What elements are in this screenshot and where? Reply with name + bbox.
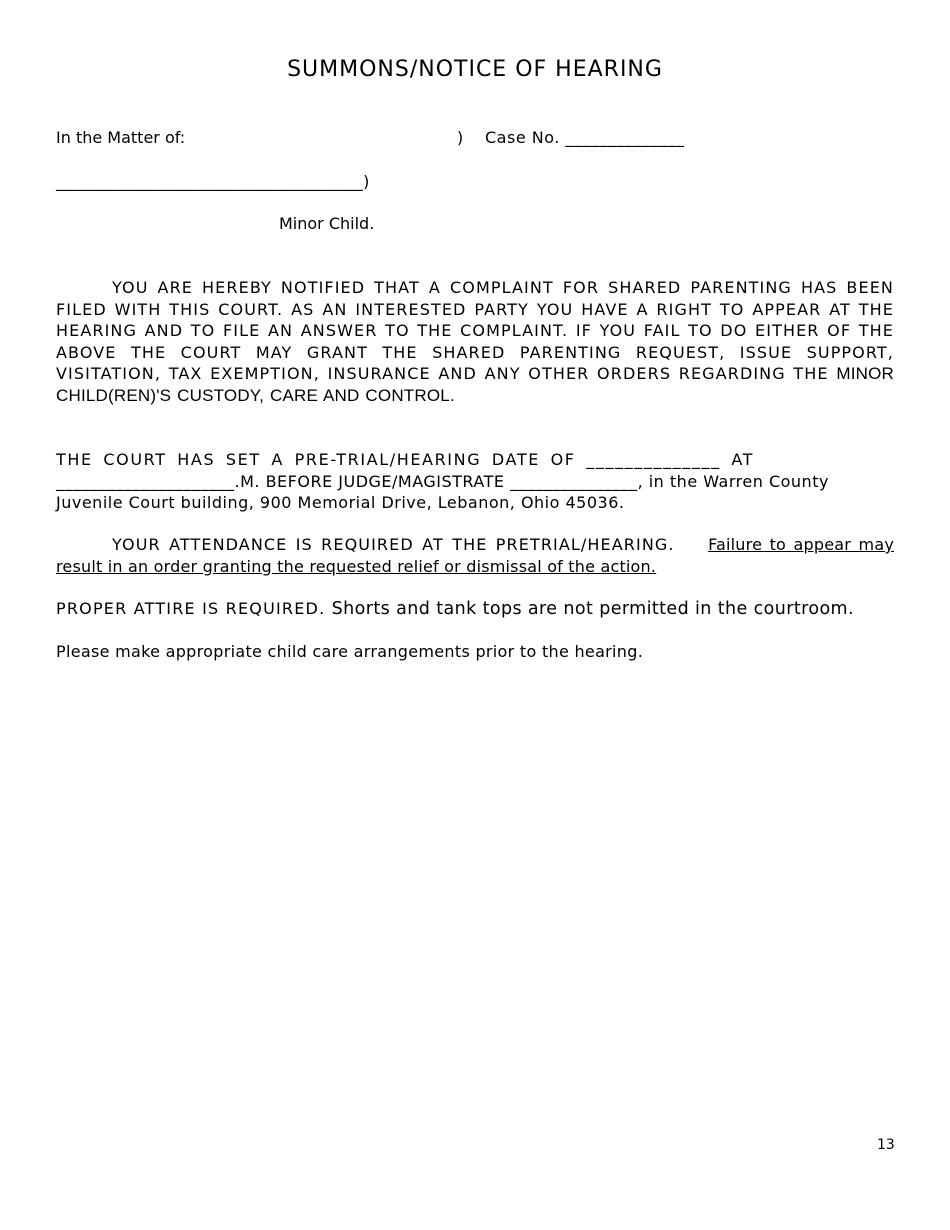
attire-lead: PROPER ATTIRE IS REQUIRED. [56, 599, 326, 618]
caption-parenthesis: ) [457, 128, 464, 147]
attendance-paragraph [56, 534, 894, 577]
page-number: 13 [877, 1137, 895, 1153]
failure-warning: Failure to appear may result in an order granting the requested relief or dismissal of the action. [56, 535, 894, 576]
matter-label: In the Matter of: [56, 128, 186, 147]
party-name-blank: _____________________________________) [56, 172, 370, 191]
notice-text-tail: MINOR CHILD(REN)'S CUSTODY, CARE AND CONTROL. [56, 364, 895, 405]
minor-child-label: Minor Child. [279, 214, 375, 233]
hearing-location-text: _____________________.M. BEFORE JUDGE/MAGISTRATE _______________, in the Warren County Juvenile Court building, 900 Memorial Drive, Lebanon, Ohio 45036. [56, 471, 829, 512]
attendance-text: YOUR ATTENDANCE IS REQUIRED AT THE PRETRIAL/HEARING. [112, 535, 675, 554]
attire-rule: Shorts and tank tops are not permitted in the courtroom. [331, 599, 854, 619]
notice-paragraph [56, 277, 894, 406]
childcare-note: Please make appropriate child care arrangements prior to the hearing. [56, 642, 644, 661]
hearing-date-line: THE COURT HAS SET A PRE-TRIAL/HEARING DATE OF ______________ AT [56, 450, 755, 469]
attire-paragraph [56, 598, 894, 621]
notice-text: YOU ARE HEREBY NOTIFIED THAT A COMPLAINT FOR SHARED PARENTING HAS BEEN FILED WITH THIS COURT. AS AN INTERESTED PARTY YOU HAVE A RIGHT TO APPEAR AT THE HEARING AND TO FILE AN ANSWER TO THE COMPLAINT. IF YOU FAIL TO DO EITHER OF THE ABOVE THE COURT MAY GRANT THE SHARED PARENTING REQUEST, ISSUE SUPPORT, VISITATION, TAX EXEMPTION, INSURANCE AND ANY OTHER ORDERS REGARDING THE [56, 278, 894, 383]
hearing-paragraph [56, 449, 894, 514]
case-number-field: Case No. ______________ [485, 128, 685, 147]
page-title: SUMMONS/NOTICE OF HEARING [287, 57, 663, 82]
